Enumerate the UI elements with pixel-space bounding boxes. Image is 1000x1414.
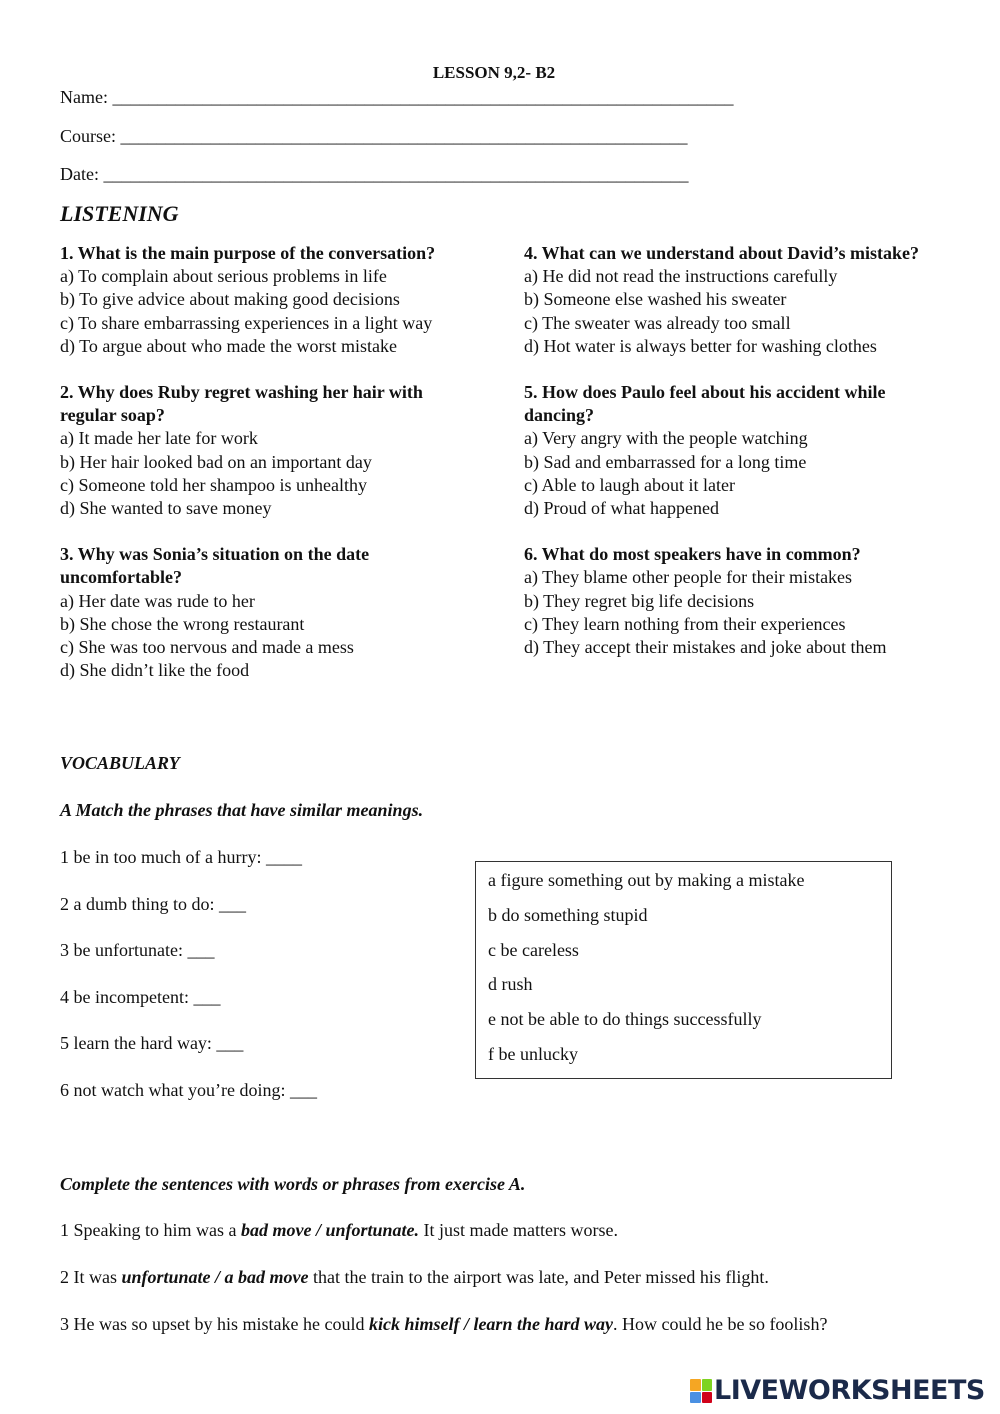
option-b[interactable]: b) Sad and embarrassed for a long time bbox=[524, 451, 807, 472]
vocabulary-heading: VOCABULARY bbox=[60, 753, 180, 773]
question-6 bbox=[524, 543, 934, 659]
option-b[interactable]: b) To give advice about making good decisions bbox=[60, 289, 400, 310]
option-d[interactable]: d) She wanted to save money bbox=[60, 498, 272, 519]
option-c[interactable]: c) Someone told her shampoo is unhealthy bbox=[60, 474, 367, 495]
question-2 bbox=[60, 381, 460, 520]
option-d[interactable]: d) Hot water is always better for washing clothes bbox=[524, 335, 877, 356]
logo-mark-icon bbox=[690, 1379, 712, 1403]
match-item-6[interactable]: 6 not watch what you’re doing: ___ bbox=[60, 1080, 317, 1100]
question-text: 3. Why was Sonia’s situation on the date uncomfortable? bbox=[60, 544, 370, 588]
sentence-1 bbox=[60, 1219, 618, 1242]
logo-square bbox=[702, 1392, 713, 1404]
sentence-text: . How could he be so foolish? bbox=[612, 1314, 828, 1334]
option-c[interactable]: c) Able to laugh about it later bbox=[524, 474, 735, 495]
option-a[interactable]: a) Very angry with the people watching bbox=[524, 428, 808, 449]
question-text: 2. Why does Ruby regret washing her hair with regular soap? bbox=[60, 382, 423, 426]
answer-option-c: c be careless bbox=[488, 939, 579, 960]
option-d[interactable]: d) They accept their mistakes and joke about them bbox=[524, 637, 887, 658]
listening-column-right bbox=[524, 242, 934, 682]
option-b[interactable]: b) Someone else washed his sweater bbox=[524, 289, 787, 310]
sentence-3 bbox=[60, 1313, 827, 1336]
option-c[interactable]: c) They learn nothing from their experiences bbox=[524, 613, 846, 634]
answer-option-a: a figure something out by making a mistake bbox=[488, 870, 805, 890]
option-a[interactable]: a) It made her late for work bbox=[60, 428, 258, 449]
question-text: 5. How does Paulo feel about his accident while dancing? bbox=[524, 382, 886, 426]
sentence-text: 3 He was so upset by his mistake he could bbox=[60, 1314, 369, 1334]
option-b[interactable]: b) They regret big life decisions bbox=[524, 590, 755, 611]
logo-square bbox=[690, 1392, 701, 1404]
match-item-2[interactable]: 2 a dumb thing to do: ___ bbox=[60, 894, 246, 914]
match-item-4[interactable]: 4 be incompetent: ___ bbox=[60, 987, 221, 1007]
listening-column-left bbox=[60, 242, 460, 705]
sentence-choice[interactable]: unfortunate / a bad move bbox=[121, 1267, 309, 1287]
question-5 bbox=[524, 381, 934, 520]
sentence-text: that the train to the airport was late, and Peter missed his flight. bbox=[308, 1267, 769, 1287]
answer-option-b: b do something stupid bbox=[488, 904, 648, 925]
sentence-choice[interactable]: kick himself / learn the hard way bbox=[368, 1314, 613, 1334]
match-item-3[interactable]: 3 be unfortunate: ___ bbox=[60, 940, 215, 960]
logo-text: LIVEWORKSHEETS bbox=[714, 1375, 985, 1407]
answer-option-f: f be unlucky bbox=[488, 1043, 578, 1064]
option-a[interactable]: a) He did not read the instructions carefully bbox=[524, 266, 838, 287]
course-field[interactable]: Course: _______________________________________________________________ bbox=[60, 126, 688, 146]
option-d[interactable]: d) To argue about who made the worst mistake bbox=[60, 335, 397, 356]
answer-option-e: e not be able to do things successfully bbox=[488, 1009, 762, 1030]
match-item-1[interactable]: 1 be in too much of a hurry: ____ bbox=[60, 847, 302, 867]
exercise-b-instruction: Complete the sentences with words or phrases from exercise A. bbox=[60, 1174, 526, 1194]
worksheet-title: LESSON 9,2- B2 bbox=[432, 63, 556, 82]
sentence-text: 2 It was bbox=[60, 1267, 122, 1287]
option-d[interactable]: d) She didn’t like the food bbox=[60, 660, 250, 681]
question-3 bbox=[60, 543, 460, 682]
question-text: 1. What is the main purpose of the conversation? bbox=[60, 243, 436, 263]
option-a[interactable]: a) They blame other people for their mistakes bbox=[524, 567, 853, 588]
sentence-text: 1 Speaking to him was a bbox=[60, 1220, 241, 1240]
logo-square bbox=[690, 1379, 701, 1391]
name-field[interactable]: Name: _____________________________________________________________________ bbox=[60, 87, 734, 107]
match-item-5[interactable]: 5 learn the hard way: ___ bbox=[60, 1033, 244, 1053]
option-b[interactable]: b) She chose the wrong restaurant bbox=[60, 613, 305, 634]
question-text: 6. What do most speakers have in common? bbox=[524, 544, 861, 565]
option-c[interactable]: c) The sweater was already too small bbox=[524, 312, 791, 333]
question-1 bbox=[60, 242, 460, 358]
exercise-a-instruction: A Match the phrases that have similar meanings. bbox=[60, 800, 424, 820]
sentence-text: It just made matters worse. bbox=[419, 1220, 618, 1240]
listening-heading: LISTENING bbox=[60, 201, 179, 226]
sentence-choice[interactable]: bad move / unfortunate. bbox=[240, 1220, 419, 1240]
logo-square bbox=[702, 1379, 713, 1391]
answer-option-d: d rush bbox=[488, 974, 533, 995]
date-field[interactable]: Date: _________________________________________________________________ bbox=[60, 164, 689, 184]
option-c[interactable]: c) She was too nervous and made a mess bbox=[60, 637, 354, 658]
option-d[interactable]: d) Proud of what happened bbox=[524, 498, 719, 519]
option-c[interactable]: c) To share embarrassing experiences in a light way bbox=[60, 312, 433, 333]
question-4 bbox=[524, 242, 934, 358]
question-text: 4. What can we understand about David’s mistake? bbox=[524, 243, 920, 263]
option-a[interactable]: a) Her date was rude to her bbox=[60, 590, 255, 611]
liveworksheets-logo bbox=[690, 1376, 985, 1406]
option-b[interactable]: b) Her hair looked bad on an important day bbox=[60, 451, 372, 472]
option-a[interactable]: a) To complain about serious problems in life bbox=[60, 266, 387, 287]
answer-options-box bbox=[475, 861, 892, 1079]
sentence-2 bbox=[60, 1266, 769, 1289]
